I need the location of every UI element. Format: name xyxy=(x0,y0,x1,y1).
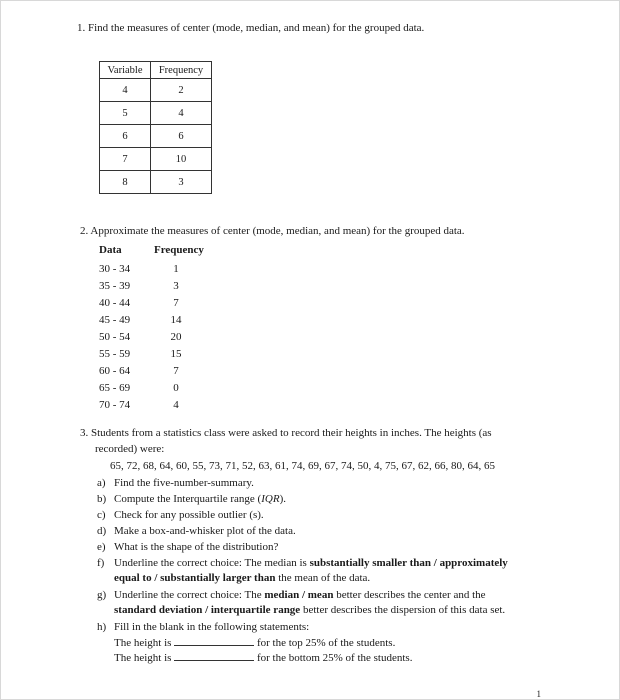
frequency-cell: 3 xyxy=(151,171,212,194)
frequency-cell: 10 xyxy=(151,148,212,171)
variable-cell: 4 xyxy=(100,79,151,102)
grouped-data-class: 40 - 44 xyxy=(99,297,131,309)
grouped-data-frequency: 1 xyxy=(173,263,179,275)
page-number: 1 xyxy=(536,689,541,699)
part-f-text: Underline the correct choice: The median is substantially smaller than / approximately xyxy=(114,557,508,569)
part-b xyxy=(97,493,557,506)
part-b-label: b) xyxy=(97,493,107,505)
table-header-frequency: Frequency xyxy=(151,62,212,79)
grouped-data-frequency: 4 xyxy=(173,399,179,411)
part-a-label: a) xyxy=(97,477,106,489)
question-3-line-2: recorded) were: xyxy=(95,443,165,455)
frequency-cell: 2 xyxy=(151,79,212,102)
question-1-table xyxy=(99,61,212,194)
table-row xyxy=(100,102,212,125)
part-e-label: e) xyxy=(97,541,106,553)
table-header-variable: Variable xyxy=(100,62,151,79)
part-g-label: g) xyxy=(97,589,107,601)
grouped-data-frequency: 7 xyxy=(173,297,179,309)
grouped-data-class: 60 - 64 xyxy=(99,365,131,377)
part-e-text: What is the shape of the distribution? xyxy=(114,541,279,553)
part-f-label: f) xyxy=(97,557,105,569)
table-row xyxy=(100,171,212,194)
variable-cell: 5 xyxy=(100,102,151,125)
part-d xyxy=(97,525,557,538)
grouped-data-class: 65 - 69 xyxy=(99,382,131,394)
grouped-data-frequency: 0 xyxy=(173,382,179,394)
part-h-text: Fill in the blank in the following statements: xyxy=(114,621,310,633)
grouped-data-header: Data xyxy=(99,244,122,256)
part-f-continued: equal to / substantially larger than the mean of the data. xyxy=(114,572,371,584)
answer-blank[interactable] xyxy=(174,636,254,646)
grouped-data-class: 55 - 59 xyxy=(99,348,131,360)
grouped-data-class: 50 - 54 xyxy=(99,331,131,343)
part-c-text: Check for any possible outlier (s). xyxy=(114,509,264,521)
table-row xyxy=(100,125,212,148)
grouped-data-frequency: 3 xyxy=(173,280,179,292)
part-c-label: c) xyxy=(97,509,106,521)
part-b-text: Compute the Interquartile range (IQR). xyxy=(114,493,286,505)
part-h-label: h) xyxy=(97,621,107,633)
part-g-continued: standard deviation / interquartile range better describes the dispersion of this data set. xyxy=(114,604,506,616)
grouped-data-class: 35 - 39 xyxy=(99,280,131,292)
variable-cell: 8 xyxy=(100,171,151,194)
frequency-cell: 4 xyxy=(151,102,212,125)
grouped-data-frequency: 15 xyxy=(170,348,182,360)
variable-cell: 7 xyxy=(100,148,151,171)
variable-cell: 6 xyxy=(100,125,151,148)
part-a xyxy=(97,477,557,490)
answer-blank[interactable] xyxy=(174,651,254,661)
table-row xyxy=(100,148,212,171)
part-f xyxy=(97,557,557,570)
statement-top-25: The height is for the top 25% of the students. xyxy=(114,637,396,649)
grouped-data-frequency: 20 xyxy=(170,331,182,343)
part-g-text: Underline the correct choice: The median / mean better describes the center and the xyxy=(114,589,486,601)
grouped-data-frequency: 7 xyxy=(173,365,179,377)
part-e xyxy=(97,541,557,554)
part-g xyxy=(97,589,557,602)
grouped-data-frequency: 14 xyxy=(170,314,182,326)
part-a-text: Find the five-number-summary. xyxy=(114,477,254,489)
question-2-title: 2. Approximate the measures of center (mode, median, and mean) for the grouped data. xyxy=(80,225,465,237)
part-d-text: Make a box-and-whisker plot of the data. xyxy=(114,525,296,537)
part-c xyxy=(97,509,557,522)
grouped-data-class: 45 - 49 xyxy=(99,314,131,326)
part-h xyxy=(97,621,557,634)
table-row xyxy=(100,79,212,102)
grouped-frequency-header: Frequency xyxy=(154,244,204,256)
grouped-data-class: 70 - 74 xyxy=(99,399,131,411)
statement-bottom-25: The height is for the bottom 25% of the students. xyxy=(114,652,413,664)
heights-data: 65, 72, 68, 64, 60, 55, 73, 71, 52, 63, 61, 74, 69, 67, 74, 50, 4, 75, 67, 62, 66, 80, 64, 65 xyxy=(110,460,495,472)
question-1-title: 1. Find the measures of center (mode, median, and mean) for the grouped data. xyxy=(77,22,425,34)
question-3-line-1: 3. Students from a statistics class were asked to record their heights in inches. The heights (as xyxy=(80,427,492,439)
part-d-label: d) xyxy=(97,525,107,537)
grouped-data-class: 30 - 34 xyxy=(99,263,131,275)
frequency-cell: 6 xyxy=(151,125,212,148)
